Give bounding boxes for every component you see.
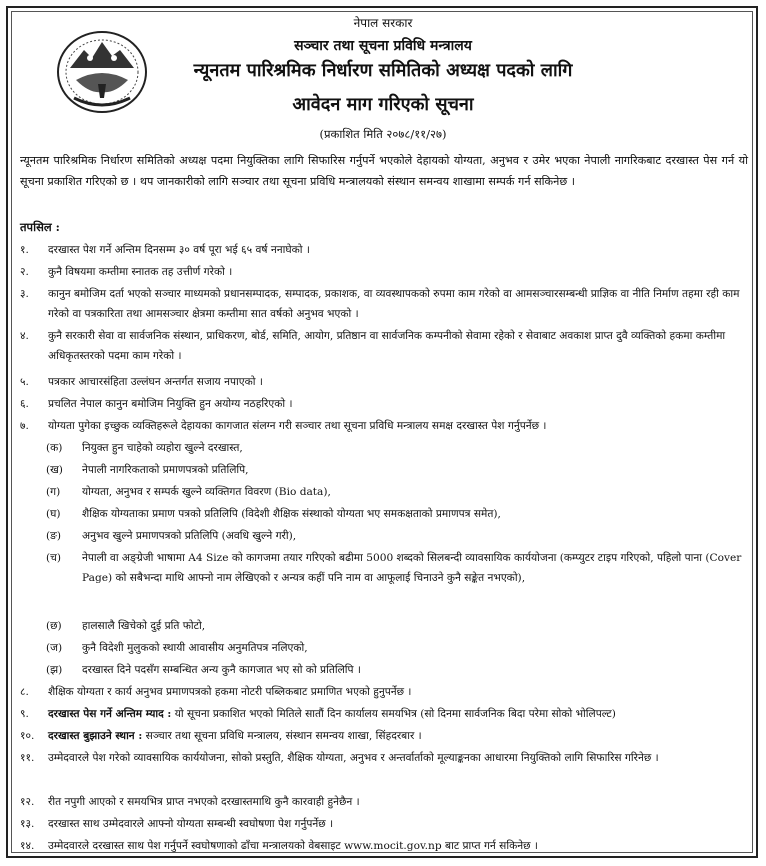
notice-title-line2: आवेदन माग गरिएको सूचना [292, 94, 474, 115]
deadline-label: दरखास्त पेस गर्ने अन्तिम म्याद : [48, 708, 172, 720]
details-label: तपसिल : [20, 220, 60, 234]
government-label: नेपाल सरकार [353, 16, 413, 30]
notice-page: नेपाल सरकार सञ्चार तथा सूचना प्रविधि मन्त्रालय न्यूनतम पारिश्रमिक निर्धारण समितिको अध्यक्ष पदको लागि आवेदन माग गरिएको सूचना (प्रकाशित मिति २०७८/११/२७) न्यूनतम पारिश्रमिक निर्धारण समितिको अध्यक्ष पदमा नियुक्तिका लागि सिफारिस गर्नुपर्ने भएकोले देहायको योग्यता, अनुभव र उमेर भएका नेपाली नागरिकबाट दरखास्त पेस गर्न यो सूचना प्रकाशित गरिएको छ । थप जानकारीको लागि सञ्चार तथा सूचना प्रविधि मन्त्रालयको संस्थान समन्वय शाखामा सम्पर्क गर्न सकिनेछ । तपसिल : १. दरखास्त पेश गर्ने अन्तिम दिनसम्म ३० वर्ष पूरा भई ६५ वर्ष ननाघेको । २. कुनै विषयमा कम्तीमा स्नातक तह उत्तीर्ण गरेको । ३. कानुन बमोजिम दर्ता भएको सञ्चार माध्यमको प्रधानसम्पादक, सम्पादक, प्रकाशक, वा व्यवस्थापकको रुपमा काम गरेको वा आमसञ्चारसम्बन्धी प्राज्ञिक वा नीति निर्माण तहमा रही काम गरेको वा पत्रकारिता तथा आमसञ्चार क्षेत्रमा कम्तीमा सात वर्षको अनुभव भएको । ४. कुनै सरकारी सेवा वा सार्वजनिक संस्थान, प्राधिकरण, बोर्ड, समिति, आयोग, प्रतिष्ठान वा सार्वजनिक कम्पनीको सेवामा रहेको र सेवाबाट अवकाश प्राप्त दुवै व्यक्तिको हकमा कम्तीमा अधिकृतस्तरको पदमा काम गरेको । ५. पत्रकार आचारसंहिता उल्लंघन अन्तर्गत सजाय नपाएको । ६. प्रचलित नेपाल कानुन बमोजिम नियुक्ति हुन अयोग्य नठहरिएको । ७. योग्यता पुगेका इच्छुक व्यक्तिहरूले देहायका कागजात संलग्न गरी सञ्चार तथा सूचना प्रविधि मन्त्रालय समक्ष दरखास्त पेश गर्नुपर्नेछ । (क) नियुक्त हुन चाहेको व्यहोरा खुल्ने दरखास्त, (ख) नेपाली नागरिकताको प्रमाणपत्रको प्रतिलिपि, (ग) योग्यता, अनुभव र सम्पर्क खुल्ने व्यक्तिगत विवरण (Bio data), (घ) शैक्षिक योग्यताका प्रमाण पत्रको प्रतिलिपि (विदेशी शैक्षिक संस्थाको योग्यता भए समकक्षताको प्रमाणपत्र समेत), (ङ) अनुभव खुल्ने प्रमाणपत्रको प्रतिलिपि (अवधि खुल्ने गरी), (च) नेपाली वा अङ्ग्रेजी भाषामा A4 Size को कागजमा तयार गरिएको बढीमा 5000 शब्दको सिलबन्दी व्यावसायिक कार्ययोजना (कम्प्युटर टाइप गरिएको, पहिलो पाना (Cover Page) को सबैभन्दा माथि आफ्नो नाम लेखिएको र अन्यत्र कहीं पनि नाम वा आफूलाई चिनाउने कुनै सङ्केत नभएको), (छ) हालसालै खिचेको दुई प्रति फोटो, (ज) कुनै विदेशी मुलुकको स्थायी आवासीय अनुमतिपत्र नलिएको, (झ) दरखास्त दिने पदसँग सम्बन्धित अन्य कुनै कागजात भए सो को प्रतिलिपि । ८. शैक्षिक योग्यता र कार्य अनुभव प्रमाणपत्रको हकमा नोटरी पब्लिकबाट प्रमाणित भएको हुनुपर्नेछ । ९. दरखास्त पेस गर्ने अन्तिम म्याद : यो सूचना प्रकाशित भएको मितिले सातौं दिन कार्यालय समयभित्र (सो दिनमा सार्वजनिक बिदा परेमा सोको भोलिपल्ट) १०. दरखास्त बुझाउने स्थान : सञ्चार तथा सूचना प्रविधि मन्त्रालय, संस्थान समन्वय शाखा, सिंहदरबार । ११. उम्मेदवारले पेश गरेको व्यावसायिक कार्ययोजना, सोको प्रस्तुति, शैक्षिक योग्यता, अनुभव र अन्तर्वार्ताको मूल्याङ्कनका आधारमा नियुक्तिको लागि सिफारिस गरिनेछ । १२. रीत नपुगी आएको र समयभित्र प्राप्त नभएको दरखास्तमाथि कुनै कारवाही हुनेछैन । १३. दरखास्त साथ उम्मेदवारले आफ्नो योग्यता सम्बन्धी स्वघोषणा पेश गर्नुपर्नेछ । १४. उम्मेदवारले दरखास्त साथ पेश गर्नुपर्ने स्वघोषणाको ढाँचा मन्त्रालयको वेबसाइट www.mocit.gov.np बाट प्राप्त गर्न सकिनेछ । [0, 0, 766, 866]
ministry-name: सञ्चार तथा सूचना प्रविधि मन्त्रालय [294, 38, 472, 54]
notice-title-line1: न्यूनतम पारिश्रमिक निर्धारण समितिको अध्यक्ष पदको लागि [193, 60, 573, 81]
published-date: (प्रकाशित मिति २०७८/११/२७) [319, 127, 447, 141]
intro-paragraph: न्यूनतम पारिश्रमिक निर्धारण समितिको अध्यक्ष पदमा नियुक्तिका लागि सिफारिस गर्नुपर्ने भएकोले देहायको योग्यता, अनुभव र उमेर भएका नेपाली नागरिकबाट दरखास्त पेस गर्न यो सूचना प्रकाशित गरिएको छ । थप जानकारीको लागि सञ्चार तथा सूचना प्रविधि मन्त्रालयको संस्थान समन्वय शाखामा सम्पर्क गर्न सकिनेछ । [20, 154, 748, 188]
submission-place-label: दरखास्त बुझाउने स्थान : [48, 730, 143, 742]
